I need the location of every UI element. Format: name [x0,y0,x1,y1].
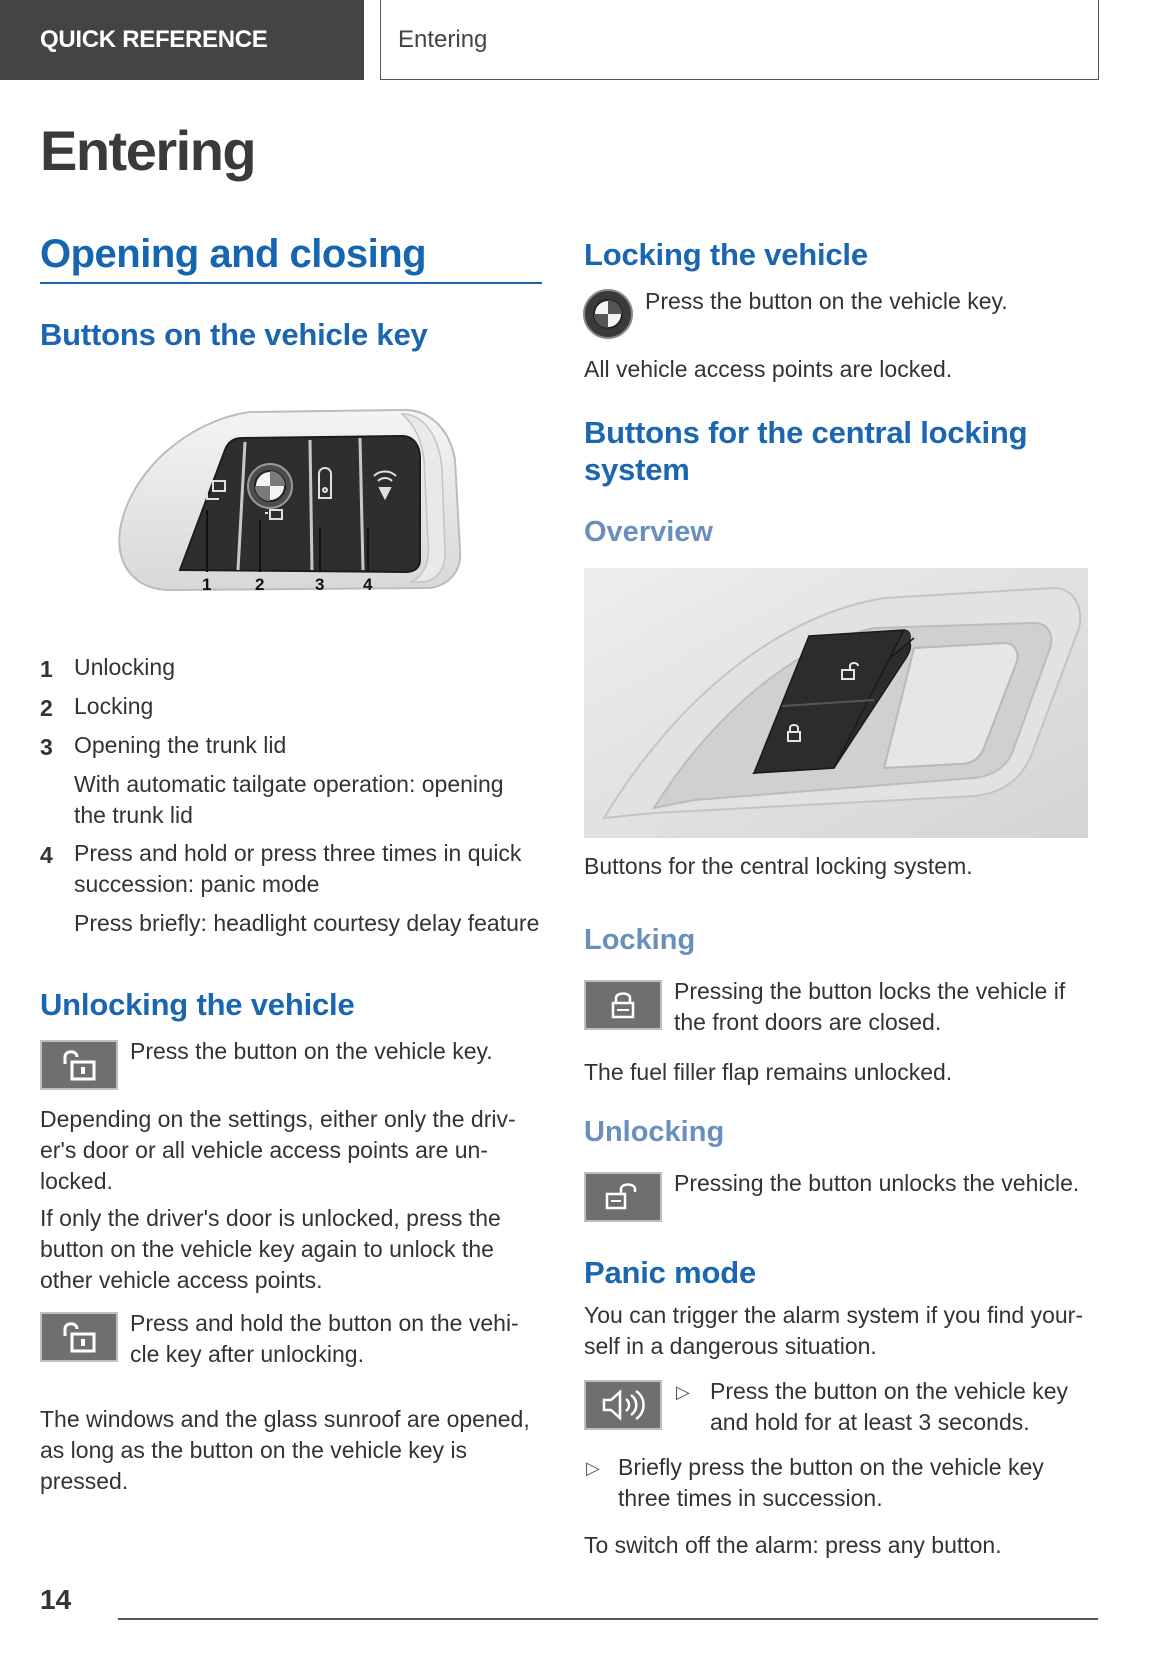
unlocking-vehicle-heading: Unlocking the vehicle [40,987,355,1022]
unlock-button-symbol [40,1040,118,1090]
windows-paragraph: The windows and the glass sunroof are opened, as long as the button on the vehicle key is pressed. [40,1406,530,1494]
panic-intro: You can trigger the alarm system if you find your-self in a dangerous situation. [584,1302,1083,1359]
vehicle-key-illustration [110,400,470,630]
fuel-flap-paragraph: The fuel filler flap remains unlocked. [584,1059,953,1085]
list-number: 1 [40,656,53,682]
lock-icon [608,990,638,1020]
list-item: Opening the trunk lid [74,732,287,758]
callout-1: 1 [202,575,212,594]
locking-text: Pressing the button locks the vehicle if the front doors are closed. [674,978,1066,1035]
section-tab: QUICK REFERENCE [0,0,364,80]
callout-3: 3 [315,575,325,594]
panic-bullet: Briefly press the button on the vehicle key three times in succession. [618,1454,1044,1511]
locking-vehicle-heading: Locking the vehicle [584,237,868,272]
unlock-icon [59,1048,99,1082]
unlock-paragraph: Depending on the settings, either only the driv-er's door or all vehicle access points are un-locked. [40,1106,516,1194]
unlock-button-symbol [40,1312,118,1362]
key-buttons-heading: Buttons on the vehicle key [40,317,428,352]
central-locking-heading: Buttons for the central locking system [584,415,1028,487]
unlock-step-text: Press the button on the vehicle key. [130,1038,493,1064]
list-item-sub: With automatic tailgate operation: opening the trunk lid [74,771,504,828]
opening-closing-heading: Opening and closing [40,232,427,276]
page-title: Entering [40,119,256,182]
list-number: 2 [40,695,53,721]
lock-paragraph: All vehicle access points are locked. [584,356,953,382]
list-item-sub: Press briefly: headlight courtesy delay feature [74,910,540,936]
panic-mode-heading: Panic mode [584,1255,756,1290]
unlocking-heading: Unlocking [584,1116,725,1148]
overview-heading: Overview [584,516,713,548]
locking-heading: Locking [584,924,696,956]
footer-rule [118,1618,1098,1620]
panic-button-symbol [584,1380,662,1430]
callout-4: 4 [363,575,373,594]
unlocking-text: Pressing the button unlocks the vehicle. [674,1170,1080,1196]
unlock-icon [603,1182,643,1212]
list-item: Locking [74,693,154,719]
bmw-logo-icon [582,288,634,340]
unlock-paragraph: If only the driver's door is unlocked, press the button on the vehicle key again to unlock the other vehicle access points. [40,1205,501,1293]
list-item: Unlocking [74,654,175,680]
heading-rule [40,282,542,284]
speaker-icon [598,1388,648,1422]
page-number: 14 [40,1584,72,1615]
callout-2: 2 [255,575,265,594]
unlock-icon [59,1320,99,1354]
bmw-logo-icon [248,464,292,508]
unlock-button-symbol [584,1172,662,1222]
panic-bullet: Press the button on the vehicle key and hold for at least 3 seconds. [710,1378,1068,1435]
list-number: 4 [40,842,53,868]
overview-caption: Buttons for the central locking system. [584,853,973,879]
panic-off-text: To switch off the alarm: press any button. [584,1532,1002,1558]
central-locking-illustration [584,568,1088,838]
lock-button-symbol [584,980,662,1030]
list-item: Press and hold or press three times in quick succession: panic mode [74,840,522,897]
chapter-header: Entering [380,0,1099,80]
bullet-icon: ▷ [586,1458,600,1478]
lock-step-text: Press the button on the vehicle key. [645,288,1008,314]
list-number: 3 [40,734,53,760]
bullet-icon: ▷ [676,1382,690,1402]
unlock-step-text: Press and hold the button on the vehi-cle key after unlocking. [130,1310,519,1367]
